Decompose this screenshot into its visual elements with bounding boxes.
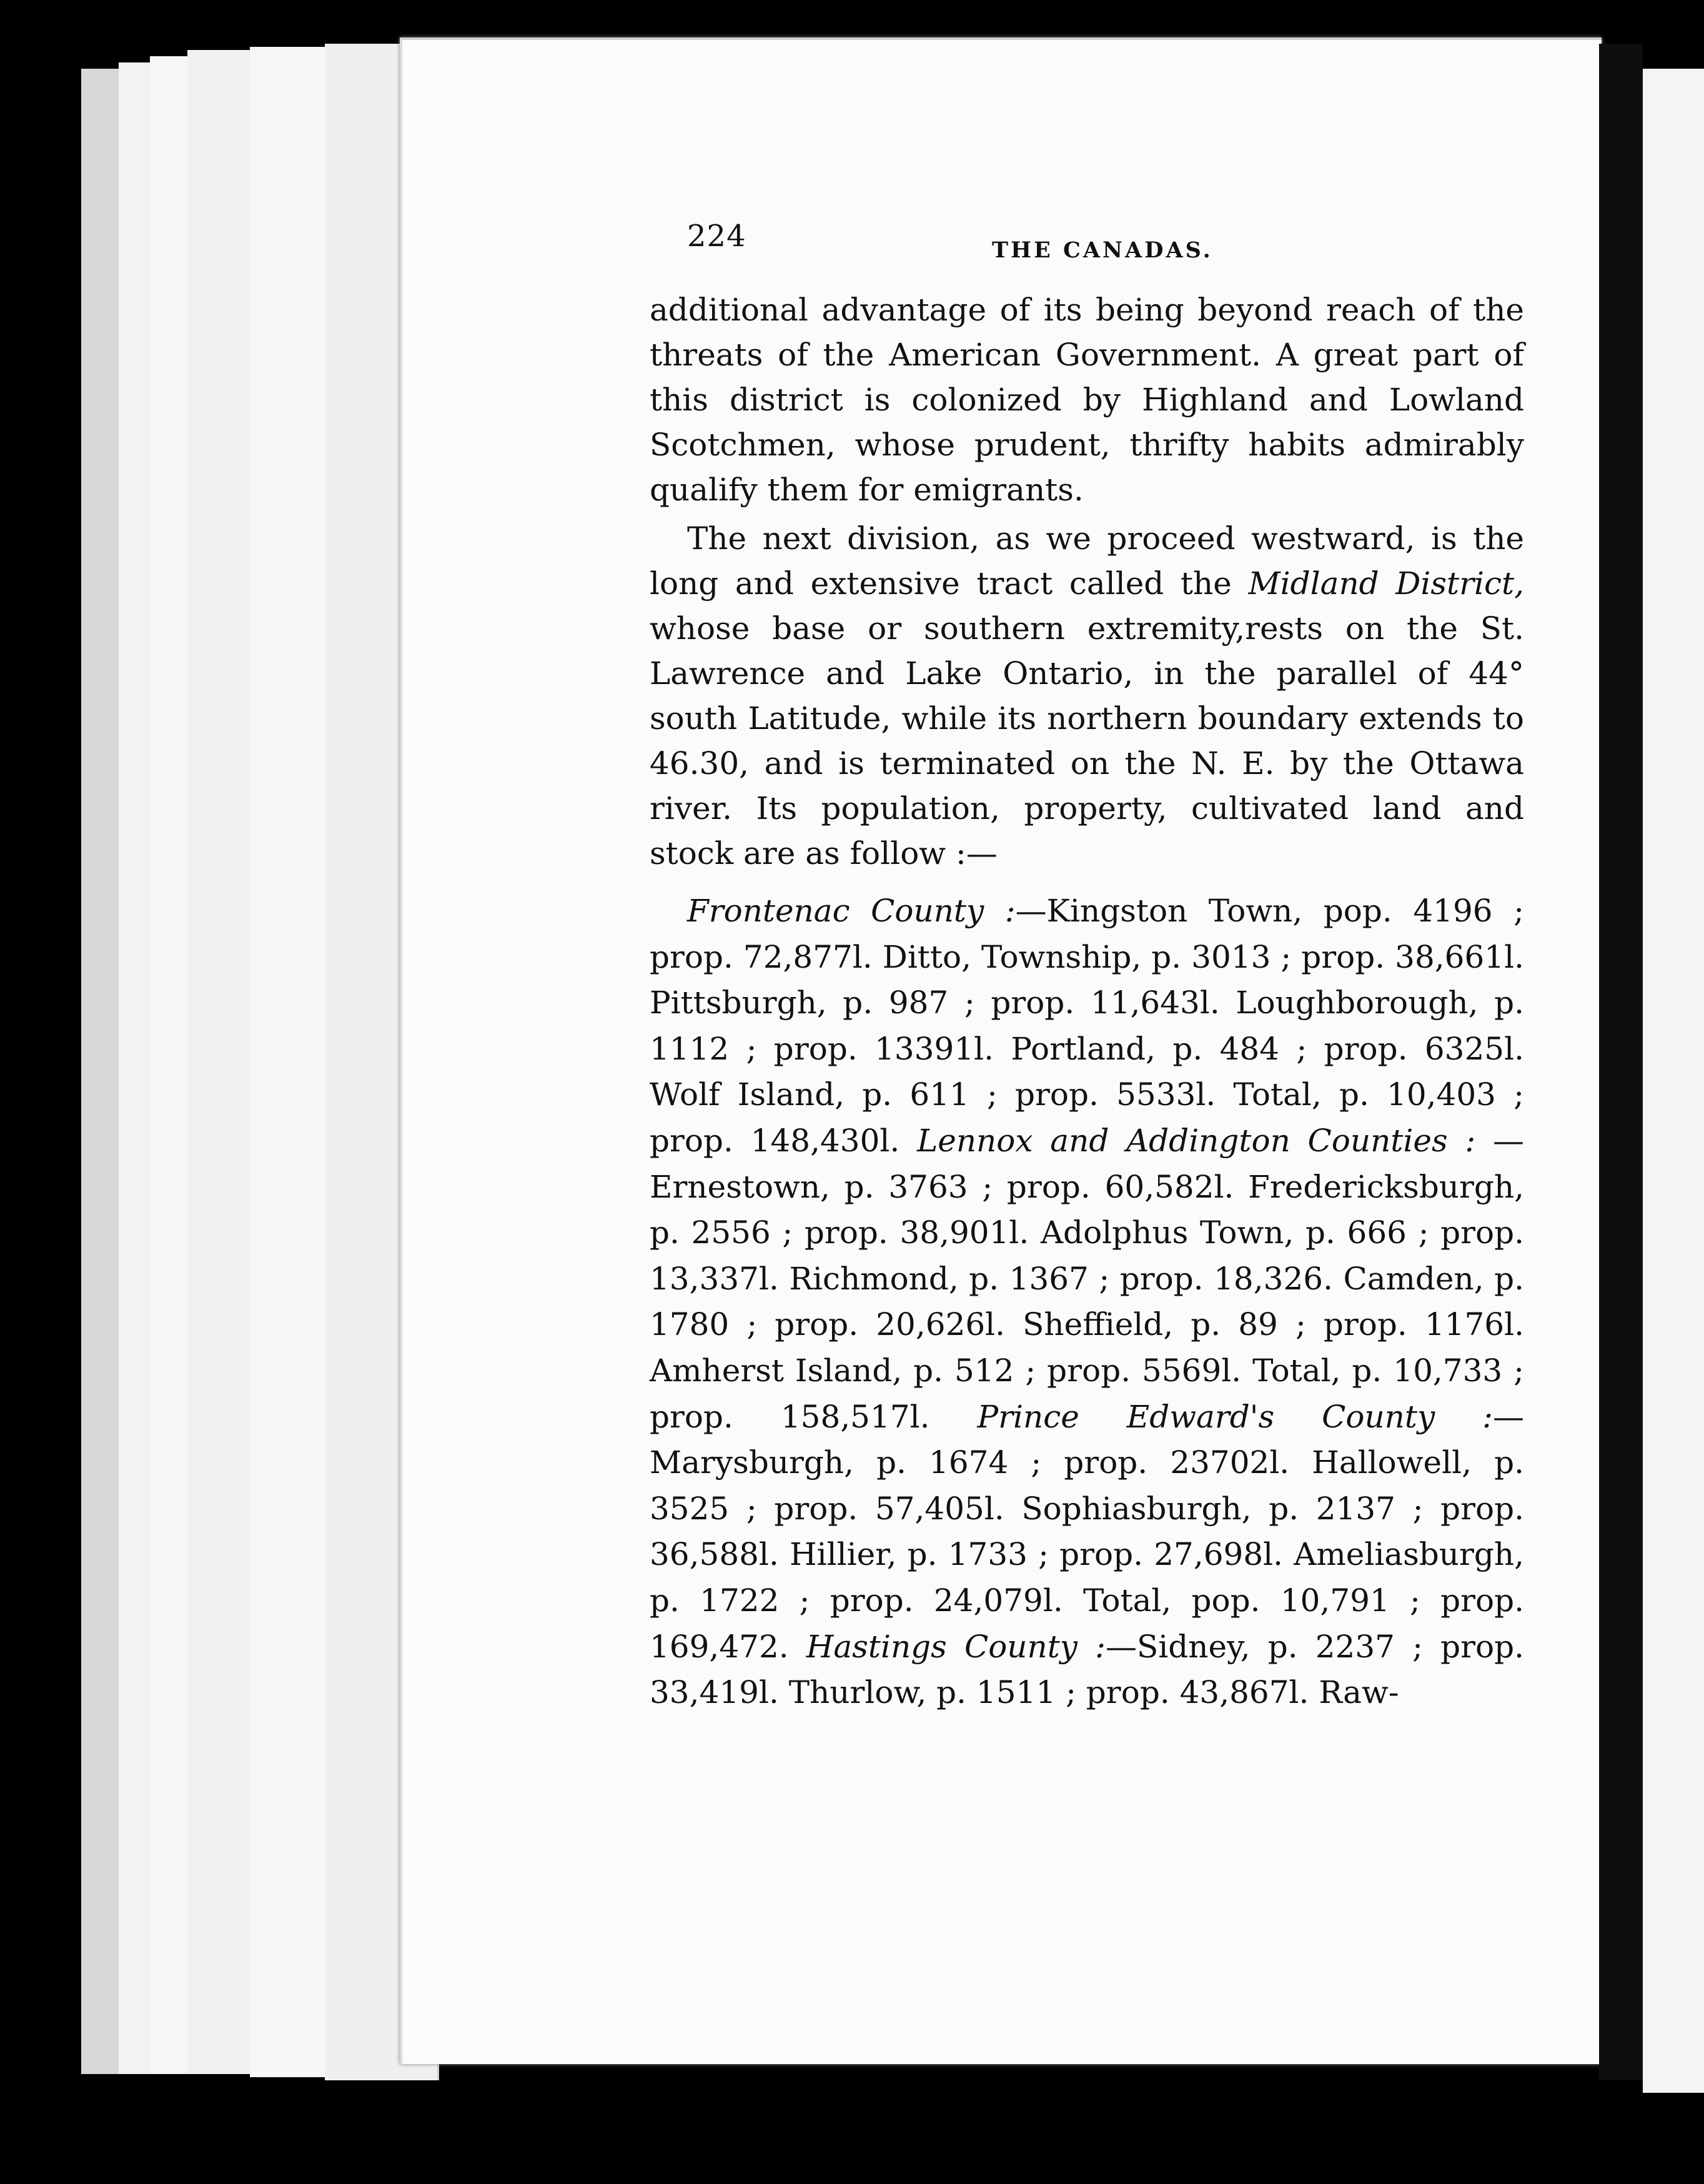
paragraph-continuation: additional advantage of its being beyond reach of the threats of the American Government. A great part of this district is colonized by Highland and Lowland Scotchmen, whose prudent, thrifty habits admirably qualify them for emigrants. bbox=[650, 292, 1524, 508]
county-label-prince-edward: Prince Edward's County : bbox=[977, 1398, 1493, 1435]
county-stats-frontenac: —Kingston Town, pop. 4196 ; prop. 72,877l. Ditto, Township, p. 3013 ; prop. 38,661l. Pittsburgh, p. 987 ; prop. 11,643l. Loughborough, p. 1112 ; prop. 13391l. Portland, p. 484 ; prop. 6325l. Wolf Island, p. 611 ; prop. 5533l. Total, p. 10,403 ; prop. 148,430l. bbox=[650, 893, 1524, 1159]
page-header bbox=[650, 219, 1524, 287]
book-gutter bbox=[1599, 44, 1643, 2080]
county-stats-hastings: —Sidney, p. 2237 ; prop. 33,419l. Thurlow, p. 1511 ; prop. 43,867l. Raw- bbox=[650, 1628, 1524, 1711]
county-label-frontenac: Frontenac County : bbox=[687, 893, 1016, 929]
paragraph-text: The next division, as we proceed westward, is the long and extensive tract called the bbox=[650, 520, 1524, 602]
italic-place-name: Midland District, bbox=[1248, 565, 1525, 602]
running-title: THE CANADAS. bbox=[992, 237, 1213, 263]
page-text-block bbox=[650, 219, 1524, 1716]
paragraph-text: whose base or southern extremity,rests on the St. Lawrence and Lake Ontario, in the parallel of 44° south Latitude, while its northern boundary extends to 46.30, and is terminated on the N. E. by the Ottawa river. Its population, property, cultivated land and stock are as follow :— bbox=[650, 610, 1524, 871]
county-label-hastings: Hastings County : bbox=[806, 1628, 1106, 1665]
paragraph-county-statistics bbox=[650, 888, 1524, 1716]
county-stats-lennox: — Ernestown, p. 3763 ; prop. 60,582l. Fredericksburgh, p. 2556 ; prop. 38,901l. Adolphus Town, p. 666 ; prop. 13,337l. Richmond, p. 1367 ; prop. 18,326. Camden, p. 1780 ; prop. 20,626l. Sheffield, p. 89 ; prop. 1176l. Amherst Island, p. 512 ; prop. 5569l. Total, p. 10,733 ; prop. 158,517l. bbox=[650, 1122, 1524, 1435]
county-stats-prince-edward: —Marysburgh, p. 1674 ; prop. 23702l. Hallowell, p. 3525 ; prop. 57,405l. Sophiasburgh, p. 2137 ; prop. 36,588l. Hillier, p. 1733 ; prop. 27,698l. Ameliasburgh, p. 1722 ; prop. 24,079l. Total, pop. 10,791 ; prop. 169,472. bbox=[650, 1398, 1524, 1665]
page-number: 224 bbox=[687, 219, 746, 254]
county-label-lennox: Lennox and Addington Counties : bbox=[917, 1122, 1476, 1159]
facing-page-edge bbox=[1643, 69, 1704, 2093]
paragraph-midland-district bbox=[650, 516, 1524, 876]
